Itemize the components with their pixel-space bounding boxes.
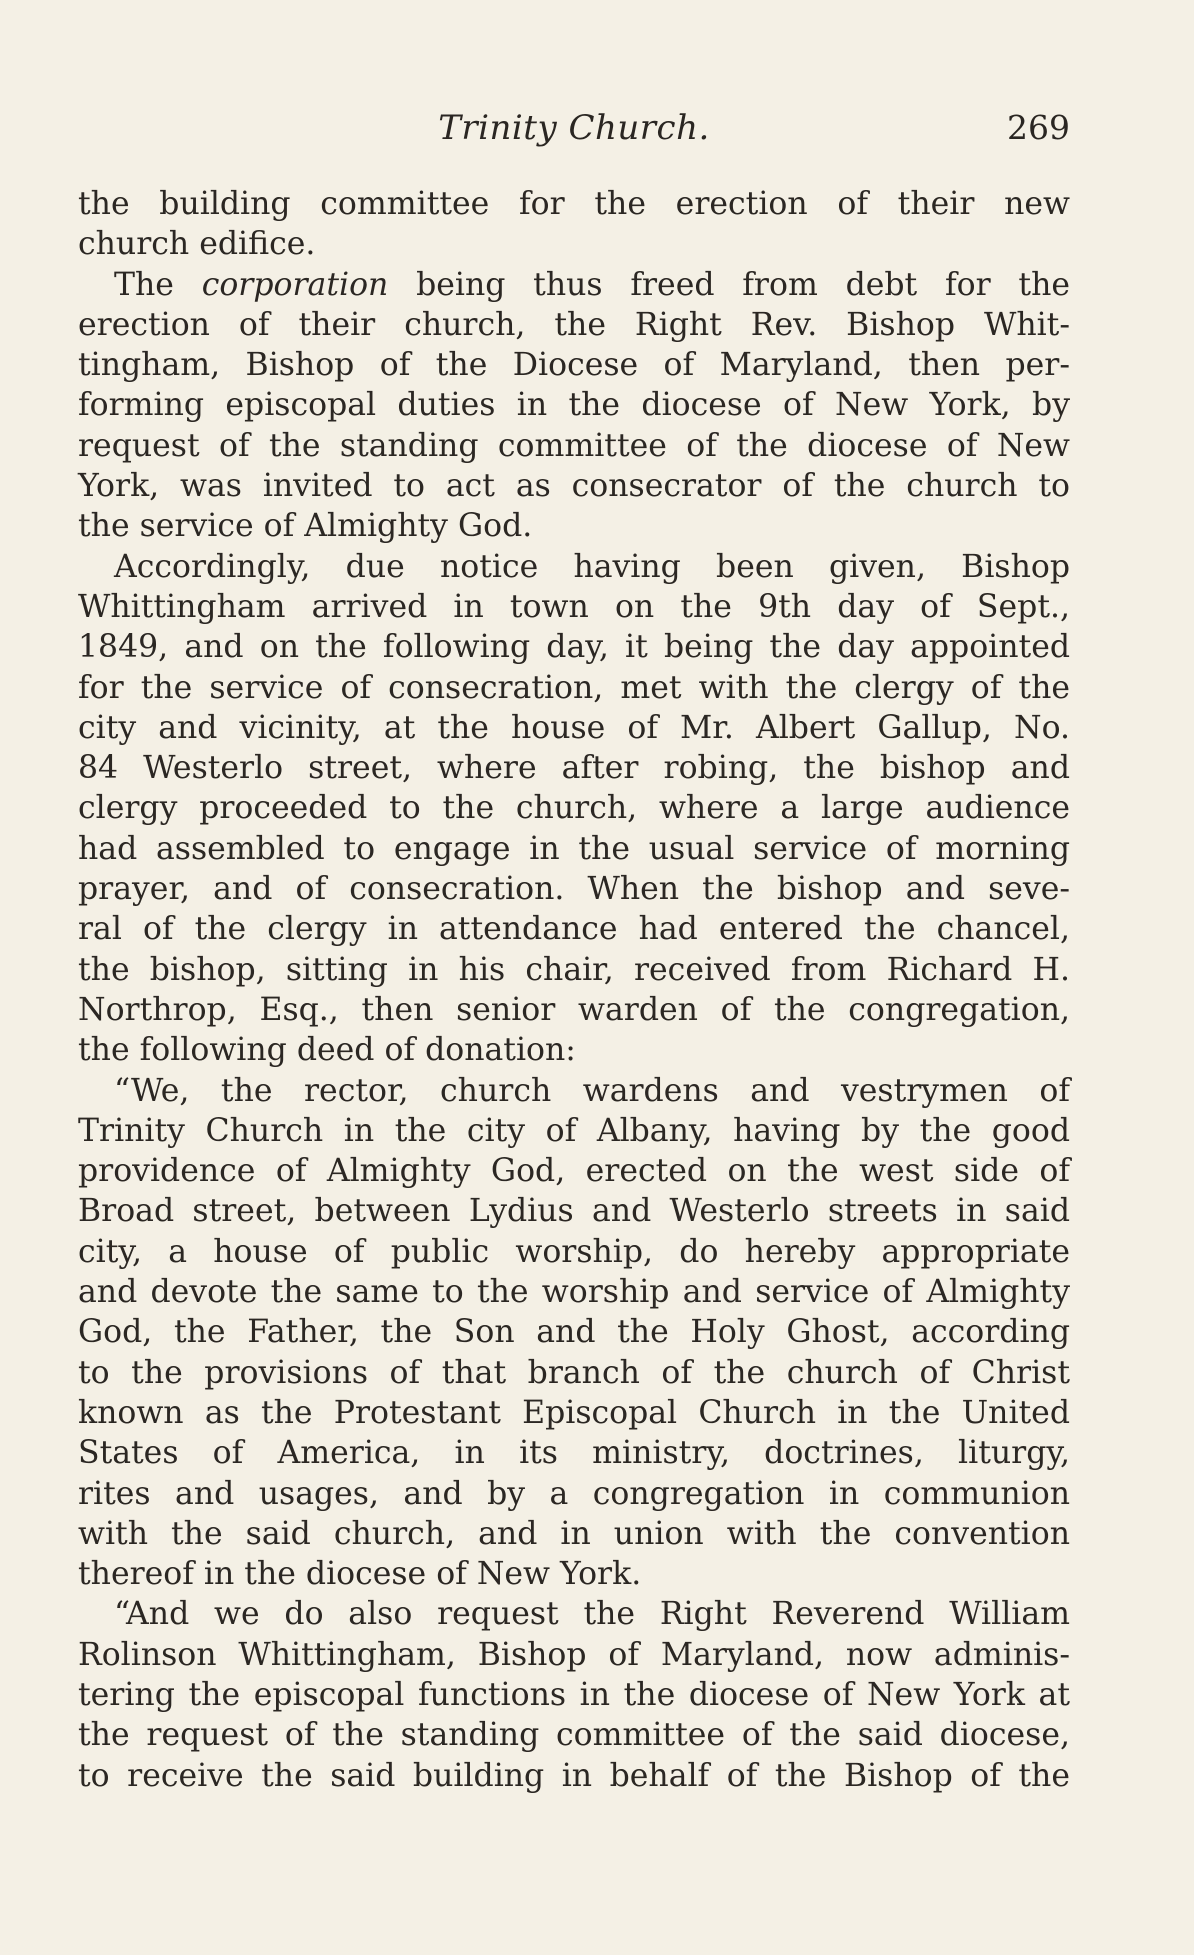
text-line: erection of their church, the Right Rev. Bishop Whit- [78, 306, 1070, 343]
text-line: States of America, in its ministry, doctrines, liturgy, [78, 1435, 1070, 1472]
text-line: tering the episcopal functions in the diocese of New York at [78, 1676, 1070, 1713]
page-number: 269 [1007, 108, 1070, 147]
text-line: God, the Father, the Son and the Holy Ghost, according [78, 1314, 1070, 1351]
text-line: clergy proceeded to the church, where a large audience [78, 790, 1070, 827]
text-line: request of the standing committee of the diocese of New [78, 427, 1070, 464]
text-line: Northrop, Esq., then senior warden of the congregation, [78, 991, 1070, 1028]
text-line: “And we do also request the Right Reverend William [114, 1596, 1070, 1633]
text-line: prayer, and of consecration. When the bishop and seve- [78, 871, 1070, 908]
body-text [78, 184, 1070, 1796]
text-line: Broad street, between Lydius and Westerlo streets in said [78, 1193, 1070, 1230]
text-line: had assembled to engage in the usual service of morning [78, 830, 1070, 867]
text-line: rites and usages, and by a congregation in communion [78, 1475, 1070, 1512]
text-line: to receive the said building in behalf of the Bishop of the [78, 1757, 1070, 1794]
text-line: for the service of consecration, met with the clergy of the [78, 669, 1070, 706]
text-line: thereof in the diocese of New York. [78, 1556, 642, 1593]
emphasized-word: corporation [201, 266, 389, 303]
page-header [78, 108, 1070, 156]
text-line: and devote the same to the worship and service of Almighty [78, 1274, 1070, 1311]
text-line: church edifice. [78, 226, 316, 263]
text-line: the service of Almighty God. [78, 508, 533, 545]
text-line: 84 Westerlo street, where after robing, the bishop and [78, 750, 1070, 787]
text-line: ral of the clergy in attendance had entered the chancel, [78, 911, 1070, 948]
text-line: city, a house of public worship, do hereby appropriate [78, 1233, 1070, 1270]
running-title: Trinity Church. [438, 108, 710, 148]
text-line: with the said church, and in union with the convention [78, 1515, 1070, 1552]
text-line: tingham, Bishop of the Diocese of Maryland, then per- [78, 347, 1070, 384]
text-line: the bishop, sitting in his chair, received from Richard H. [78, 951, 1070, 988]
text-line: 1849, and on the following day, it being the day appointed [78, 629, 1070, 666]
text-line: to the provisions of that branch of the church of Christ [78, 1354, 1070, 1391]
text-line: the request of the standing committee of the said diocese, [78, 1717, 1070, 1754]
text-line: Whittingham arrived in town on the 9th day of Sept., [78, 588, 1070, 625]
text-line: the following deed of donation: [78, 1032, 576, 1069]
text-line: forming episcopal duties in the diocese of New York, by [78, 387, 1070, 424]
text-line: “We, the rector, church wardens and vestrymen of [114, 1072, 1070, 1109]
text-line: Rolinson Whittingham, Bishop of Maryland, now adminis- [78, 1636, 1070, 1673]
text-line: York, was invited to act as consecrator of the church to [78, 468, 1070, 505]
text-line: providence of Almighty God, erected on the west side of [78, 1153, 1070, 1190]
text-line: the building committee for the erection of their new [78, 186, 1070, 222]
text-line: known as the Protestant Episcopal Church in the United [78, 1394, 1070, 1431]
text-line: Accordingly, due notice having been given, Bishop [114, 548, 1070, 585]
text-line: The corporation being thus freed from debt for the [114, 266, 1070, 303]
text-line: Trinity Church in the city of Albany, having by the good [78, 1112, 1070, 1149]
text-line: city and vicinity, at the house of Mr. Albert Gallup, No. [78, 709, 1070, 746]
